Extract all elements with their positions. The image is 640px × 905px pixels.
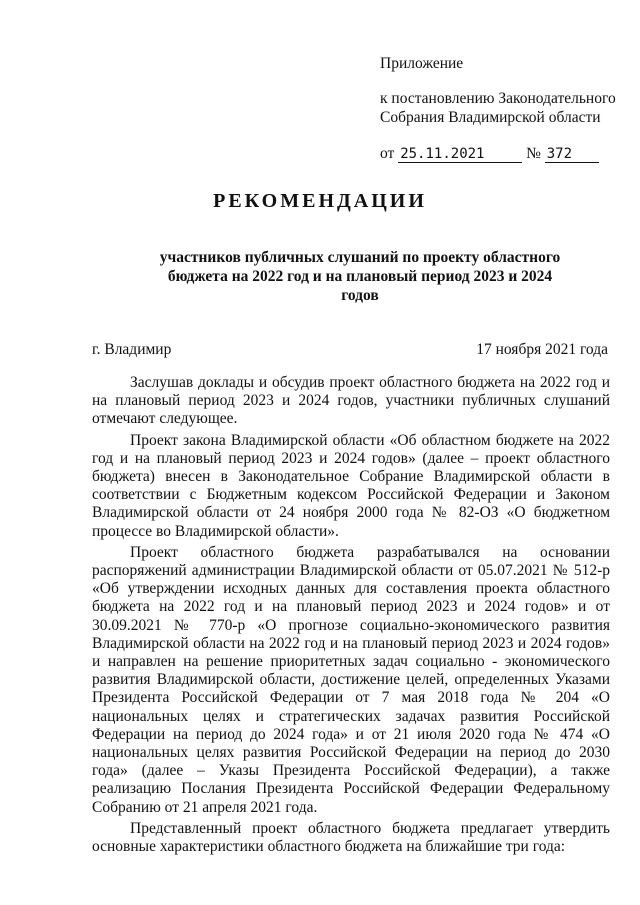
paragraph: Заслушав доклады и обсудив проект областного бюджета на 2022 год и на плановый период 2023 и 2024 годов, участники публичных слушаний отмечают следующее. bbox=[92, 374, 610, 428]
appendix-reference: к постановлению Законодательного Собрания Владимирской области bbox=[380, 90, 616, 126]
document-title: РЕКОМЕНДАЦИИ bbox=[213, 190, 427, 212]
registration-date: 25.11.2021 bbox=[398, 147, 522, 163]
document-date: 17 ноября 2021 года bbox=[476, 341, 608, 358]
document-city: г. Владимир bbox=[92, 341, 172, 358]
paragraph: Представленный проект областного бюджета предлагает утвердить основные характеристики областного бюджета на ближайшие три года: bbox=[92, 819, 610, 856]
paragraph: Проект закона Владимирской области «Об областном бюджете на 2022 год и на плановый период 2023 и 2024 годов» (далее – проект областного бюджета) внесен в Законодательное Собрание Владимирской области в соответствии с Бюджетным кодексом Российской Федерации и Законом Владимирской области от 24 ноября 2000 года № 82-ОЗ «О бюджетном процессе во Владимирской области». bbox=[92, 431, 610, 540]
from-label: от bbox=[380, 145, 395, 162]
document-subtitle: участников публичных слушаний по проекту областного бюджета на 2022 год и на плановый период 2023 и 2024 годов bbox=[159, 249, 561, 304]
paragraph: Проект областного бюджета разрабатывался на основании распоряжений администрации Владимирской области от 05.07.2021 № 512-р «Об утверждении исходных данных для составления проекта областного бюджета на 2022 год и на плановый период 2023 и 2024 годов» и от 30.09.2021 № 770-р «О прогнозе социально-экономического развития Владимирской области на 2022 год и на плановый период 2023 и 2024 годов» и направлен на решение приоритетных задач социально - экономического развития Владимирской области, достижение целей, определенных Указами Президента Российской Федерации от 7 мая 2018 года № 204 «О национальных целях и стратегических задачах развития Российской Федерации на период до 2024 года» и от 21 июля 2020 года № 474 «О национальных целях развития Российской Федерации на период до 2030 года» (далее – Указы Президента Российской Федерации), а также реализацию Послания Президента Российской Федерации Федеральному Собранию от 21 апреля 2021 года. bbox=[92, 543, 610, 816]
appendix-block bbox=[380, 54, 630, 127]
registration-number: 372 bbox=[545, 147, 599, 163]
appendix-title: Приложение bbox=[380, 55, 464, 72]
registration-line bbox=[380, 145, 599, 163]
document-body bbox=[92, 374, 610, 859]
number-label: № bbox=[526, 145, 541, 162]
